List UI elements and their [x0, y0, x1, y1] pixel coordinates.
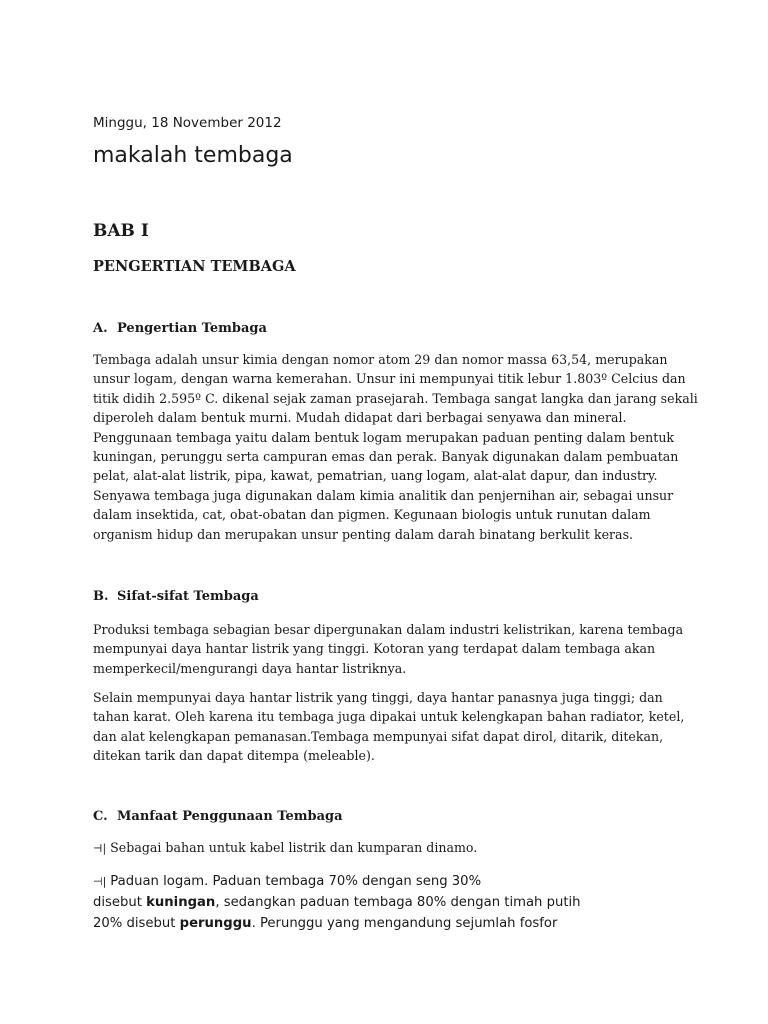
- paragraph-line: ditekan tarik dan dapat ditempa (meleable).: [93, 748, 375, 764]
- chapter-title: PENGERTIAN TEMBAGA: [93, 258, 296, 275]
- paragraph-line: unsur logam, dengan warna kemerahan. Unsur ini mempunyai titik lebur 1.803º Celcius dan: [93, 371, 686, 387]
- list-item-text: , sedangkan paduan tembaga 80% dengan timah putih: [215, 895, 581, 910]
- section-a-letter: A.: [93, 321, 108, 336]
- section-b-paragraph-1: [93, 620, 683, 678]
- paragraph-line: dan alat kelengkapan pemanasan.Tembaga mempunyai sifat dapat dirol, ditarik, ditekan,: [93, 728, 664, 744]
- section-a-paragraph: [93, 350, 698, 544]
- bold-term-kuningan: kuningan: [146, 895, 216, 910]
- paragraph-line: pelat, alat-alat listrik, pipa, kawat, pematrian, uang logam, alat-alat dapur, dan industry.: [93, 468, 658, 484]
- list-item-text: Paduan logam. Paduan tembaga 70% dengan seng 30%: [110, 874, 482, 889]
- bullet-icon: ⊣|: [93, 875, 107, 888]
- list-item-line: [93, 871, 693, 892]
- list-item: [93, 871, 693, 934]
- paragraph-line: dalam insektida, cat, obat-obatan dan pigmen. Kegunaan biologis untuk runutan dalam: [93, 507, 651, 523]
- section-a-heading: [93, 321, 267, 336]
- paragraph-line: Tembaga adalah unsur kimia dengan nomor atom 29 dan nomor massa 63,54, merupakan: [93, 352, 668, 367]
- paragraph-line: kuningan, perunggu serta campuran emas dan perak. Banyak digunakan dalam pembuatan: [93, 449, 679, 465]
- paragraph-line: Senyawa tembaga juga digunakan dalam kimia analitik dan penjernihan air, sebagai unsur: [93, 487, 674, 503]
- section-b-heading: [93, 589, 259, 604]
- paragraph-line: mempunyai daya hantar listrik yang tinggi. Kotoran yang terdapat dalam tembaga akan: [93, 641, 656, 657]
- list-item-line: [93, 892, 693, 913]
- bold-term-perunggu: perunggu: [179, 916, 252, 931]
- list-item-text: Sebagai bahan untuk kabel listrik dan kumparan dinamo.: [110, 840, 478, 855]
- list-item-text: disebut: [93, 895, 147, 910]
- list-item-line: [93, 913, 693, 934]
- section-a-title: Pengertian Tembaga: [117, 321, 267, 336]
- paragraph-line: organism hidup dan merupakan unsur penting dalam darah binatang berkulit keras.: [93, 526, 634, 542]
- paragraph-line: Produksi tembaga sebagian besar dipergunakan dalam industri kelistrikan, karena tembaga: [93, 622, 684, 637]
- list-item: [93, 840, 477, 855]
- post-title: makalah tembaga: [93, 143, 293, 168]
- paragraph-line: Penggunaan tembaga yaitu dalam bentuk logam merupakan paduan penting dalam bentuk: [93, 429, 675, 445]
- section-b-paragraph-2: [93, 688, 683, 766]
- section-b-title: Sifat-sifat Tembaga: [117, 589, 259, 604]
- paragraph-line: titik didih 2.595º C. dikenal sejak zaman prasejarah. Tembaga sangat langka dan jarang sekali: [93, 390, 698, 406]
- paragraph-line: memperkecil/mengurangi daya hantar listriknya.: [93, 660, 407, 676]
- list-item-text: 20% disebut: [93, 916, 180, 931]
- section-c-letter: C.: [93, 809, 108, 824]
- list-item-text: . Perunggu yang mengandung sejumlah fosfor: [251, 916, 558, 931]
- bullet-icon: ⊣|: [93, 842, 107, 855]
- post-date: Minggu, 18 November 2012: [93, 115, 282, 131]
- chapter-number: BAB I: [93, 221, 149, 241]
- section-b-letter: B.: [93, 589, 109, 604]
- paragraph-line: diperoleh dalam bentuk murni. Mudah didapat dari berbagai senyawa dan mineral.: [93, 410, 627, 426]
- paragraph-line: Selain mempunyai daya hantar listrik yang tinggi, daya hantar panasnya juga tinggi; dan: [93, 690, 663, 705]
- section-c-heading: [93, 809, 343, 824]
- paragraph-line: tahan karat. Oleh karena itu tembaga juga dipakai untuk kelengkapan bahan radiator, ketel,: [93, 709, 685, 725]
- section-c-title: Manfaat Penggunaan Tembaga: [117, 809, 343, 824]
